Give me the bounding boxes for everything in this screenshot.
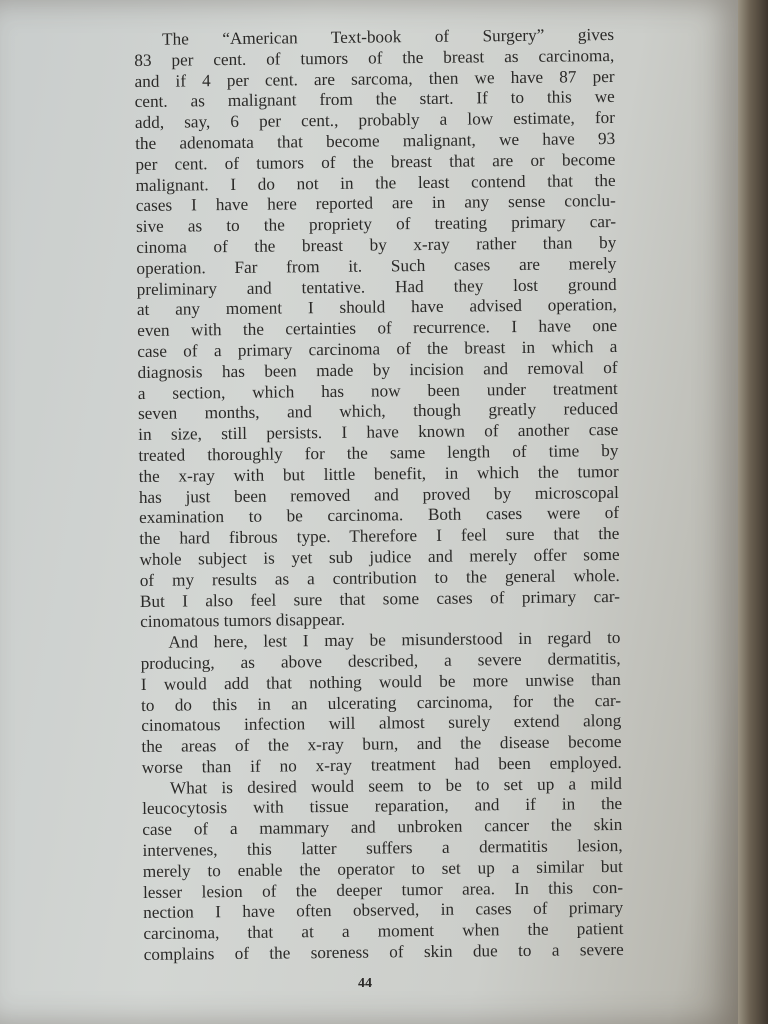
text-line: complains of the soreness of skin due to a severe [143, 939, 624, 965]
text-line: examination to be carcinoma. Both cases were of [139, 503, 620, 528]
text-line: a section, which has now been under treatment [137, 378, 618, 403]
text-line: cent. as malignant from the start. If to this we [134, 87, 615, 112]
text-line: the x-ray with but little benefit, in which the tumor [138, 461, 619, 486]
text-line: per cent. of tumors of the breast that are or become [135, 149, 616, 174]
text-line: the adenomata that become malignant, we have 93 [135, 128, 616, 153]
text-line: cases I have here reported are in any sense conclu- [135, 191, 616, 216]
text-line: case of a primary carcinoma of the breast in which a [137, 336, 618, 361]
text-line: diagnosis has been made by incision and removal of [137, 357, 618, 382]
text-line: to do this in an ulcerating carcinoma, for the car- [140, 690, 622, 715]
text-line: case of a mammary and unbroken cancer the skin [142, 815, 623, 840]
text-line: The “American Text-book of Surgery” gives [161, 24, 615, 49]
text-line: the areas of the x-ray burn, and the disease become [141, 732, 622, 757]
text-line: preliminary and tentative. Had they lost ground [136, 274, 617, 299]
text-line: in size, still persists. I have known of another case [138, 420, 619, 445]
page-number: 44 [358, 976, 372, 991]
text-line: And here, lest I may be misunderstood in regard to [168, 628, 621, 652]
text-line: cinomatous tumors disappear. [140, 610, 346, 632]
text-line: and if 4 per cent. are sarcoma, then we have 87 per [134, 66, 615, 91]
text-line: malignant. I do not in the least contend that the [135, 170, 616, 195]
text-line: 83 per cent. of tumors of the breast as carcinoma, [134, 45, 615, 70]
text-line: I would add that nothing would be more unwise than [140, 669, 621, 694]
text-line: add, say, 6 per cent., probably a low estimate, for [134, 108, 616, 133]
text-line: treated thoroughly for the same length of time by [138, 440, 619, 465]
text-line: of my results as a contribution to the general whole. [139, 565, 620, 590]
text-line: nection I have often observed, in cases of primary [143, 898, 624, 923]
text-line: leucocytosis with tissue reparation, and if in the [142, 794, 623, 819]
book-spine [738, 0, 768, 1024]
text-line: producing, as above described, a severe dermatitis, [140, 648, 621, 673]
text-line: operation. Far from it. Such cases are merely [136, 253, 617, 278]
body-text [134, 25, 624, 966]
text-line: whole subject is yet sub judice and merely offer some [139, 544, 620, 569]
text-line: merely to enable the operator to set up a similar but [142, 856, 623, 881]
text-line: sive as to the propriety of treating primary car- [135, 212, 617, 237]
text-line: even with the certainties of recurrence. I have one [137, 316, 618, 341]
text-line: lesser lesion of the deeper tumor area. In this con- [142, 877, 624, 902]
text-line: What is desired would seem to be to set up a mild [169, 773, 623, 798]
text-line: But I also feel sure that some cases of primary car- [139, 586, 621, 611]
text-line: intervenes, this latter suffers a dermatitis lesion, [142, 836, 623, 861]
text-line: cinomatous infection will almost surely extend along [141, 711, 622, 736]
text-line: cinoma of the breast by x-ray rather than by [136, 232, 617, 257]
text-line: at any moment I should have advised operation, [136, 295, 618, 320]
text-line: carcinoma, that at a moment when the patient [143, 919, 624, 944]
text-line: the hard fibrous type. Therefore I feel sure that the [139, 524, 620, 549]
text-line: has just been removed and proved by microscopal [138, 482, 619, 507]
text-line: seven months, and which, though greatly reduced [137, 399, 619, 424]
text-line: worse than if no x-ray treatment had been employed. [141, 752, 622, 777]
